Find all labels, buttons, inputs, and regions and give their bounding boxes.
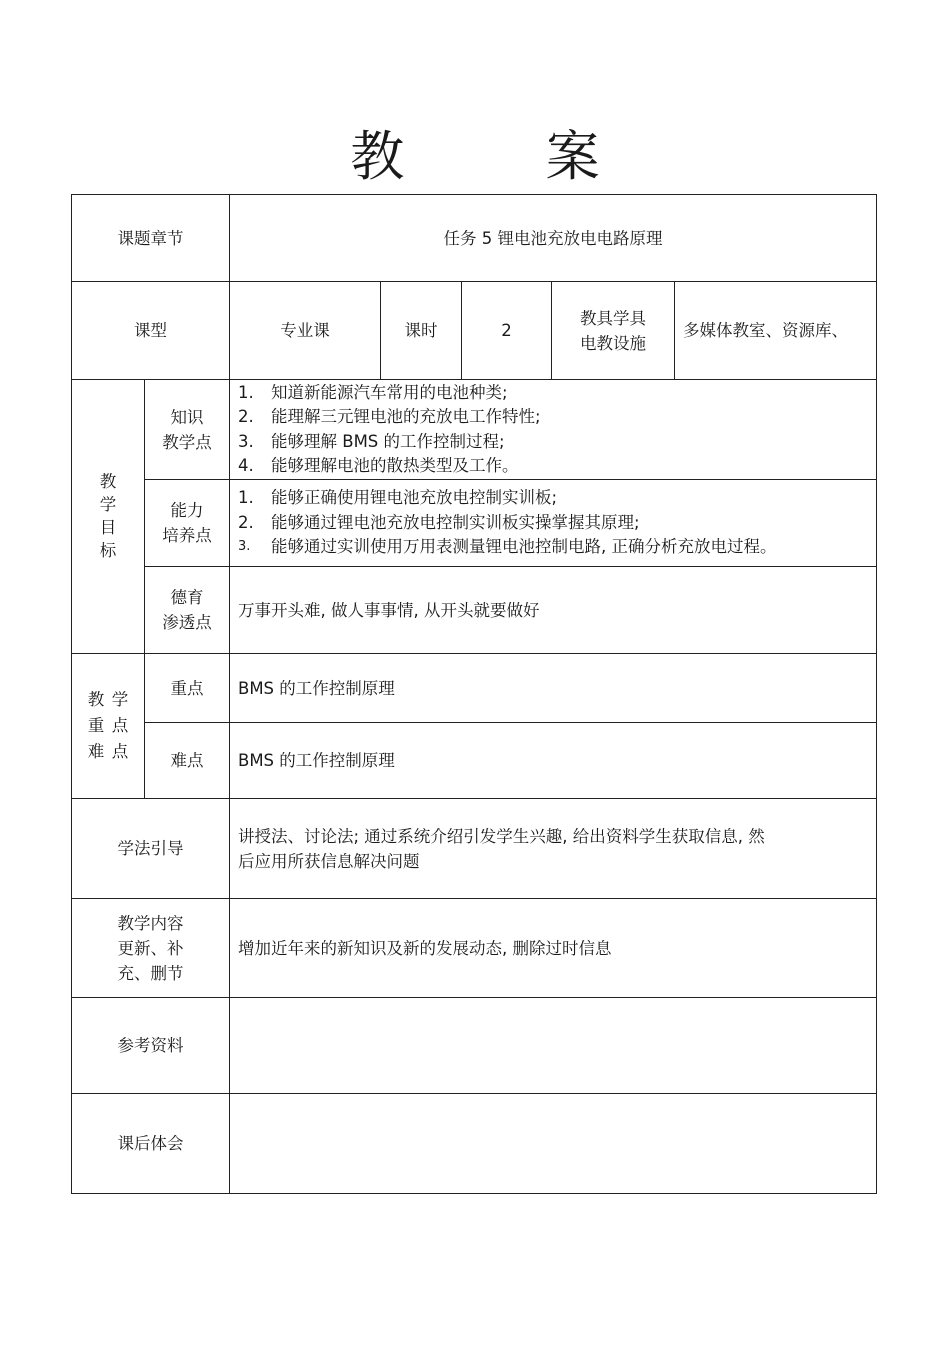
moral-label-line1: 德育 xyxy=(170,588,204,607)
reflection-row xyxy=(72,1094,877,1194)
lesson-plan-table xyxy=(71,194,877,1194)
update-label xyxy=(72,899,230,998)
topic-value: 任务 5 锂电池充放电电路原理 xyxy=(230,195,877,282)
list-item: 1. 能够正确使用锂电池充放电控制实训板; xyxy=(238,488,558,508)
list-item: 2. 能够通过锂电池充放电控制实训板实操掌握其原理; xyxy=(238,512,640,532)
moral-label xyxy=(145,567,230,654)
document-title: 教 案 xyxy=(350,125,662,188)
topic-row xyxy=(72,195,877,282)
knowledge-label xyxy=(145,380,230,480)
equipment-label-line1: 教具学具 xyxy=(580,308,646,328)
goals-label-char: 教 xyxy=(99,472,117,491)
ability-label-line1: 能力 xyxy=(170,501,204,520)
reference-value xyxy=(230,998,877,1094)
list-item: 2. 能理解三元锂电池的充放电工作特性; xyxy=(238,407,541,426)
ability-label xyxy=(145,480,230,567)
keypoints-label-char: 教 xyxy=(87,690,105,709)
method-value-line2: 后应用所获信息解决问题 xyxy=(238,851,420,871)
keypoints-label-char: 重 xyxy=(87,716,105,735)
goals-label-char: 学 xyxy=(99,495,117,514)
topic-label: 课题章节 xyxy=(72,195,230,282)
knowledge-label-line1: 知识 xyxy=(170,407,204,427)
moral-label-line2: 渗透点 xyxy=(162,613,212,632)
update-label-line1: 教学内容 xyxy=(117,913,184,933)
update-label-line3: 充、删节 xyxy=(117,963,184,983)
equipment-label xyxy=(552,282,675,380)
hours-value: 2 xyxy=(462,282,552,380)
list-item: 1. 知道新能源汽车常用的电池种类; xyxy=(238,382,508,402)
hours-label: 课时 xyxy=(381,282,462,380)
knowledge-list xyxy=(230,380,877,480)
knowledge-label-line2: 教学点 xyxy=(162,432,212,452)
moral-value: 万事开头难, 做人事事情, 从开头就要做好 xyxy=(230,567,877,654)
list-item: 4. 能够理解电池的散热类型及工作。 xyxy=(238,456,519,475)
difficulty-value: BMS 的工作控制原理 xyxy=(230,723,877,799)
method-row xyxy=(72,799,877,899)
keypoints-label xyxy=(72,654,145,799)
focus-label: 重点 xyxy=(145,654,230,723)
keypoints-label-char: 点 xyxy=(111,716,129,735)
reflection-label: 课后体会 xyxy=(72,1094,230,1194)
ability-list xyxy=(230,480,877,567)
knowledge-row xyxy=(72,380,877,480)
equipment-label-line2: 电教设施 xyxy=(580,333,646,353)
update-value: 增加近年来的新知识及新的发展动态, 删除过时信息 xyxy=(230,899,877,998)
type-label: 课型 xyxy=(72,282,230,380)
reference-label: 参考资料 xyxy=(72,998,230,1094)
keypoints-label-char: 学 xyxy=(111,690,129,709)
update-label-line2: 更新、补 xyxy=(117,938,184,958)
method-value-line1: 讲授法、讨论法; 通过系统介绍引发学生兴趣, 给出资料学生获取信息, 然 xyxy=(238,826,765,846)
keypoints-label-char: 难 xyxy=(87,742,105,761)
difficulty-label: 难点 xyxy=(145,723,230,799)
method-label: 学法引导 xyxy=(72,799,230,899)
ability-row xyxy=(72,480,877,567)
focus-value: BMS 的工作控制原理 xyxy=(230,654,877,723)
goals-label-char: 目 xyxy=(99,518,117,537)
focus-row xyxy=(72,654,877,723)
type-row xyxy=(72,282,877,380)
reflection-value xyxy=(230,1094,877,1194)
update-row xyxy=(72,899,877,998)
list-item: 3. 能够通过实训使用万用表测量锂电池控制电路, 正确分析充放电过程。 xyxy=(238,537,777,557)
list-item: 3. 能够理解 BMS 的工作控制过程; xyxy=(238,431,505,451)
difficulty-row xyxy=(72,723,877,799)
moral-row xyxy=(72,567,877,654)
goals-label-char: 标 xyxy=(99,541,117,560)
ability-label-line2: 培养点 xyxy=(162,526,212,545)
equipment-value: 多媒体教室、资源库、 xyxy=(675,282,877,380)
keypoints-label-char: 点 xyxy=(111,742,129,761)
type-value: 专业课 xyxy=(230,282,381,380)
method-value xyxy=(230,799,877,899)
goals-label xyxy=(72,380,145,654)
reference-row xyxy=(72,998,877,1094)
